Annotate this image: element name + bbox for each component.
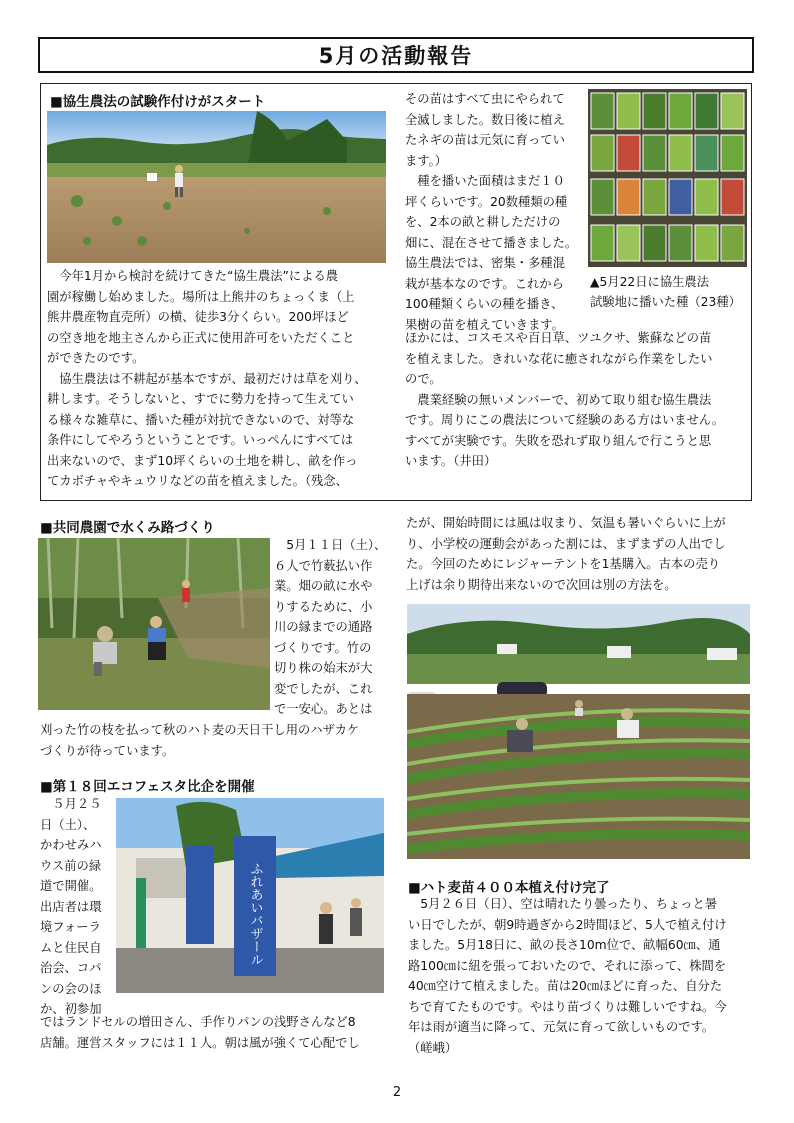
text-line: た。今回のためにレジャーテントを1基購入。古本の売り xyxy=(406,557,721,571)
article-text-continued xyxy=(406,513,754,595)
text-line: ５月２５ xyxy=(40,797,102,811)
article-text-side xyxy=(274,535,398,720)
text-line: ので。 xyxy=(405,372,442,386)
article-text-side xyxy=(40,794,116,1020)
text-line: 店舗。運営スタッフには１１人。朝は風が強くて心配でし xyxy=(40,1035,360,1050)
page-title-box xyxy=(38,37,754,73)
text-line: 切り株の始末が大 xyxy=(274,661,373,675)
caption-line: ▲5月22日に協生農法 xyxy=(590,275,710,289)
bamboo-work-photo xyxy=(38,538,270,710)
seed-photo-caption xyxy=(590,272,741,312)
caption-line: 試験地に播いた種（23種） xyxy=(590,295,741,309)
text-line: てカボチャやキュウリなどの苗を植えました。（残念、 xyxy=(47,474,348,488)
article-text-bottom xyxy=(40,1012,400,1053)
text-line: たネギの苗は元気に育ってい xyxy=(405,133,565,147)
article-heading: ■ハト麦苗４００本植え付け完了 xyxy=(408,880,610,896)
text-line: ウス前の緑 xyxy=(40,858,102,873)
article-text xyxy=(408,894,753,1058)
text-line: 条件にしてやろうということです。いっぺんにすべては xyxy=(47,433,354,447)
text-line: 5月１１日（土）、 xyxy=(274,538,387,552)
text-line: 坪くらいです。20数種類の種 xyxy=(405,194,568,209)
text-line: ンの会のほ xyxy=(40,981,102,996)
text-line: ６人で竹薮払い作 xyxy=(274,558,373,573)
text-line: 境フォーラ xyxy=(40,920,101,934)
article-text-bottom xyxy=(40,720,400,761)
text-line: です。周りにこの農法について経験のある方はいません。 xyxy=(405,413,725,427)
text-line: 畑に、混在させて播きました。 xyxy=(405,235,578,250)
text-line: ました。5月18日に、畝の長さ10m位で、畝幅60㎝、通 xyxy=(408,938,721,952)
text-line: か、初参加 xyxy=(40,1002,102,1016)
text-line: る様々な雑草に、播いた種が対抗できないので、対等な xyxy=(47,412,355,427)
text-line: ムと住民自 xyxy=(40,940,102,955)
text-line: 年は雨が適当に降って、元気に育って欲しいものです。 xyxy=(408,1020,715,1034)
text-line: ます。） xyxy=(405,153,448,168)
text-line: 耕します。そうしないと、すでに勢力を持って生えてい xyxy=(47,392,354,406)
article-text-right xyxy=(405,89,585,335)
text-line: い日でしたが、朝9時過ぎから2時間ほど、5人で植え付け xyxy=(408,917,727,932)
text-line: 刈った竹の枝を払って秋のハト麦の天日干し用のハザカケ xyxy=(40,723,360,737)
text-line: 農業経験の無いメンバーで、初めて取り組む協生農法 xyxy=(405,392,712,407)
text-line: 協生農法は不耕起が基本ですが、最初だけは草を刈り、 xyxy=(47,371,367,386)
text-line: 出来ないので、まず10坪くらいの土地を耕し、畝を作っ xyxy=(47,453,358,468)
page-number: 2 xyxy=(392,1085,402,1100)
field-photo xyxy=(47,111,386,263)
text-line: 業。畑の畝に水や xyxy=(274,579,373,593)
text-line: りするために、小 xyxy=(274,599,373,614)
article-heading: ■第１８回エコフェスタ比企を開催 xyxy=(40,779,255,795)
page-title: 5月の活動報告 xyxy=(318,44,474,68)
text-line: 上げは余り期待出来ないので次回は別の方法を。 xyxy=(406,577,677,592)
text-line: たが、開始時間には風は収まり、気温も暑いぐらいに上が xyxy=(406,516,726,530)
text-line: 路100㎝に紐を張っておいたので、それに添って、株間を xyxy=(408,958,727,973)
text-line: 出店者は環 xyxy=(40,899,102,914)
text-line: 種を播いた面積はまだ１０ xyxy=(405,174,565,188)
article-heading: ■共同農園で水くみ路づくり xyxy=(40,520,215,536)
text-line: 変でしたが、これ xyxy=(274,681,373,696)
article-text-bottom-right xyxy=(405,328,750,472)
text-line: 熊井農産物直売所）の横、徒歩3分くらい。200坪ほど xyxy=(47,310,349,324)
text-line: を植えました。きれいな花に癒されながら作業をしたい xyxy=(405,351,713,366)
article-heading: ■協生農法の試験作付けがスタート xyxy=(50,94,266,110)
text-line: かわせみハ xyxy=(40,838,102,852)
text-line: 100種類くらいの種を播き、 xyxy=(405,297,564,311)
text-line: 日（土）、 xyxy=(40,817,96,832)
festival-photo xyxy=(116,798,384,993)
text-line: ちで育てたものです。やはり苗づくりは難しいですね。今 xyxy=(408,999,727,1014)
text-line: ではランドセルの増田さん、手作りパンの浅野さんなど8 xyxy=(40,1015,356,1029)
text-line: 果樹の苗を植えていきます。 xyxy=(405,317,564,332)
text-line: その苗はすべて虫にやられて xyxy=(405,92,565,106)
text-line: 40㎝空けて植えました。苗は20㎝ほどに育った、自分た xyxy=(408,979,723,993)
text-line: 治会、コパ xyxy=(40,961,102,975)
text-line: 5月２６日（日）、空は晴れたり曇ったり、ちょっと暑 xyxy=(408,897,718,911)
text-line: り、小学校の運動会があった割には、まずまずの人出でし xyxy=(406,536,726,551)
text-line: （嵯峨） xyxy=(408,1040,458,1055)
text-line: 栽が基本なのです。これから xyxy=(405,276,564,291)
text-line: すべてが実験です。失敗を恐れず取り組んで行こうと思 xyxy=(405,433,712,448)
text-line: づくりが待っています。 xyxy=(40,743,175,758)
text-line: 園が稼働し始めました。場所は上熊井のちょっくま（上 xyxy=(47,289,355,304)
text-line: を、2本の畝と耕しただけの xyxy=(405,215,561,229)
banner-text: ふれあいバザール xyxy=(247,862,263,966)
text-line: います。（井田） xyxy=(405,454,497,468)
text-line: の空き地を地主さんから正式に使用許可をいただくこと xyxy=(47,330,355,345)
text-line: ほかには、コスモスや百日草、ツユクサ、紫蘇などの苗 xyxy=(405,331,712,345)
text-line: 川の縁までの通路 xyxy=(274,620,373,634)
text-line: づくりです。竹の xyxy=(274,640,372,655)
text-line: で一安心。あとは xyxy=(274,702,373,716)
text-line: 今年1月から検討を続けてきた“協生農法”による農 xyxy=(47,269,339,283)
text-line: 全滅しました。数日後に植え xyxy=(405,112,565,127)
text-line: 協生農法では、密集・多種混 xyxy=(405,256,565,270)
planting-photo xyxy=(407,604,750,859)
seed-packets-photo xyxy=(588,89,747,267)
article-text-left xyxy=(47,266,395,492)
text-line: ができたのです。 xyxy=(47,351,145,365)
text-line: 道で開催。 xyxy=(40,879,102,893)
